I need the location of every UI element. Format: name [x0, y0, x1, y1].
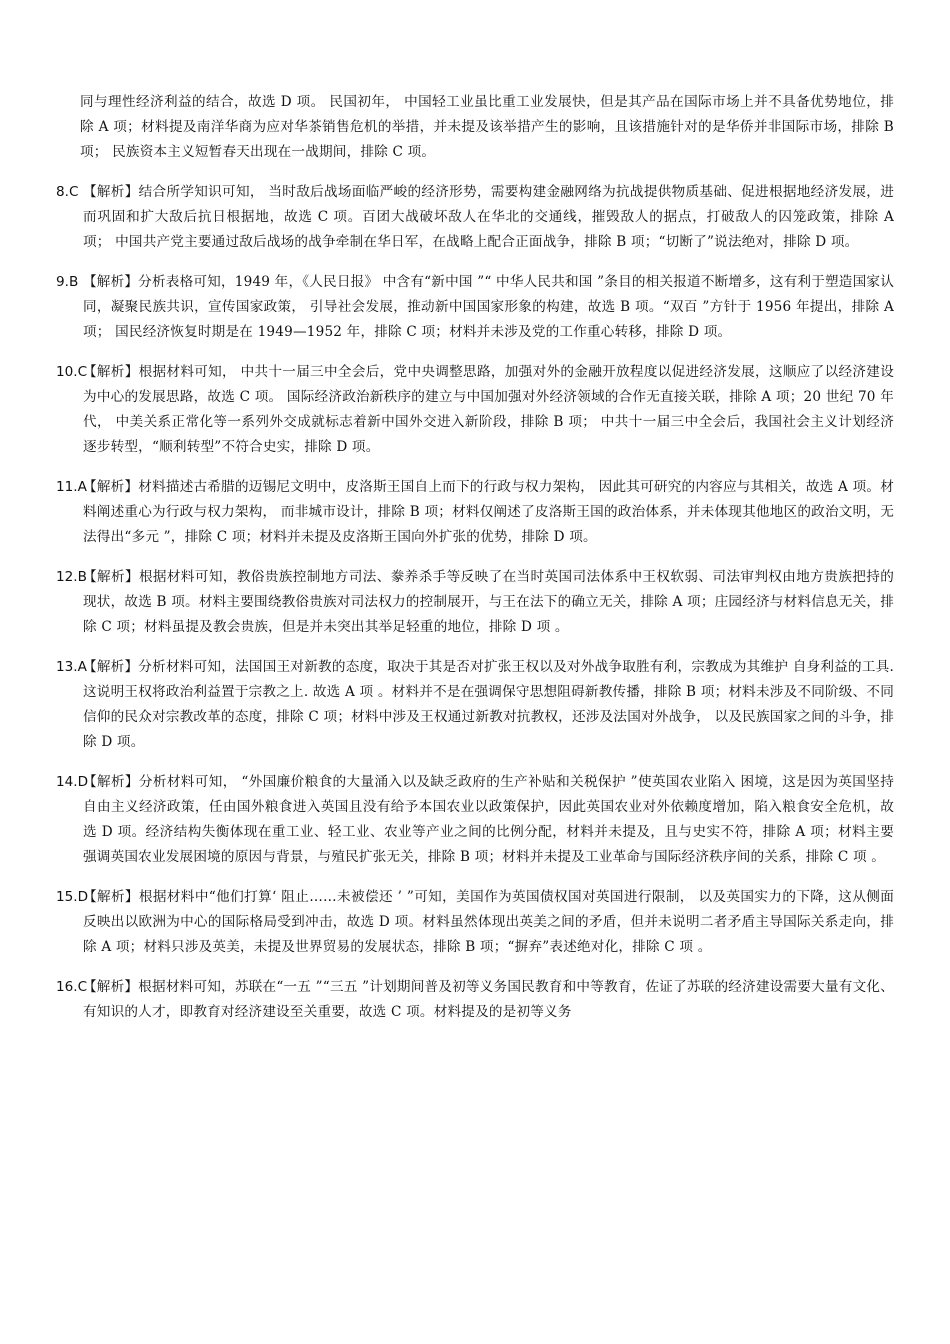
answer-explanation: 【解析】分析表格可知，1949 年，《人民日报》 中含有“新中国 ”“ 中华人民共和国 ”条目的相关报道不断增多，这有利于塑造国家认同，凝聚民族共识，宣传国家政策， 引导社会发展，推动新中国国家形象的构建，故选 B 项。“双百 ”方针于 1956 年提出，排除 A 项； 国民经济恢复时期是在 1949—1952 年，排除 C 项；材料并未涉及党的工作重心转移，排除 D 项。	[83, 274, 894, 340]
answer-explanation: 【解析】根据材料中“他们打算‘ 阻止……未被偿还 ’ ”可知，美国作为英国债权国对英国进行限制， 以及英国实力的下降，这从侧面反映出以欧洲为中心的国际格局受到冲击，故选 D 项。材料虽然体现出英美之间的矛盾，但并未说明二者矛盾主导国际关系走向，排除 A 项；材料只涉及英美，未提及世界贸易的发展状态，排除 B 项；“摒弃”表述绝对化，排除 C 项 。	[83, 889, 894, 955]
answer-number: 13.A	[56, 659, 87, 675]
answer-number: 9.B	[56, 274, 79, 290]
answer-explanation: 【解析】根据材料可知，苏联在“一五 ”“三五 ”计划期间普及初等义务国民教育和中等教育，佐证了苏联的经济建设需要大量有文化、有知识的人才，即教育对经济建设至关重要，故选 C 项。材料提及的是初等义务	[83, 979, 894, 1020]
answer-number: 12.B	[56, 569, 87, 585]
answer-explanation: 【解析】材料描述古希腊的迈锡尼文明中，皮洛斯王国自上而下的行政与权力架构， 因此其可研究的内容应与其相关，故选 A 项。材料阐述重心为行政与权力架构， 而非城市设计，排除 B 项；材料仅阐述了皮洛斯王国的政治体系，并未体现其他地区的政治文明，无法得出“多元 ”，排除 C 项；材料并未提及皮洛斯王国向外扩张的优势，排除 D 项。	[83, 479, 894, 545]
answer-number: 14.D	[56, 774, 89, 790]
answer-number: 11.A	[56, 479, 87, 495]
answer-number: 16.C	[56, 979, 88, 995]
answer-number: 15.D	[56, 889, 89, 905]
answer-item-14	[56, 770, 894, 870]
answer-item-8	[56, 180, 894, 255]
answer-explanation: 【解析】结合所学知识可知， 当时敌后战场面临严峻的经济形势，需要构建金融网络为抗战提供物质基础、促进根据地经济发展，进而巩固和扩大敌后抗日根据地，故选 C 项。百团大战破坏敌人在华北的交通线，摧毁敌人的据点，打破敌人的囚笼政策，排除 A 项； 中国共产党主要通过敌后战场的战争牵制在华日军，在战略上配合正面战争，排除 B 项；“切断了”说法绝对，排除 D 项。	[83, 184, 894, 250]
answer-item-9	[56, 270, 894, 345]
answer-item-13	[56, 655, 894, 755]
answer-item-15	[56, 885, 894, 960]
answer-item-10	[56, 360, 894, 460]
answer-explanation: 【解析】分析材料可知， “外国廉价粮食的大量涌入以及缺乏政府的生产补贴和关税保护 ”使英国农业陷入 困境，这是因为英国坚持自由主义经济政策，任由国外粮食进入英国且没有给予本国农业以政策保护，因此英国农业对外依赖度增加，陷入粮食安全危机，故选 D 项。经济结构失衡体现在重工业、轻工业、农业等产业之间的比例分配，材料并未提及，且与史实不符，排除 A 项；材料主要强调英国农业发展困境的原因与背景，与殖民扩张无关，排除 B 项；材料并未提及工业革命与国际经济秩序间的关系，排除 C 项 。	[83, 774, 894, 865]
answer-item-11	[56, 475, 894, 550]
answer-number: 10.C	[56, 364, 88, 380]
answer-explanation: 【解析】分析材料可知，法国国王对新教的态度，取决于其是否对扩张王权以及对外战争取胜有利，宗教成为其维护 自身利益的工具. 这说明王权将政治利益置于宗教之上. 故选 A 项 。材料并不是在强调保守思想阻碍新教传播，排除 B 项；材料未涉及不同阶级、不同信仰的民众对宗教改革的态度，排除 C 项；材料中涉及王权通过新教对抗教权，还涉及法国对外战争， 以及民族国家之间的斗争，排除 D 项。	[83, 659, 894, 750]
answer-explanation: 【解析】根据材料可知， 中共十一届三中全会后，党中央调整思路，加强对外的金融开放程度以促进经济发展，这顺应了以经济建设为中心的发展思路，故选 C 项。 国际经济政治新秩序的建立与中国加强对外经济领域的合作无直接关联，排除 A 项；20 世纪 70 年代， 中美关系正常化等一系列外交成就标志着新中国外交进入新阶段，排除 B 项； 中共十一届三中全会后，我国社会主义计划经济逐步转型，“顺利转型”不符合史实，排除 D 项。	[83, 364, 894, 455]
answer-explanation: 【解析】根据材料可知，教俗贵族控制地方司法、豢养杀手等反映了在当时英国司法体系中王权软弱、司法审判权由地方贵族把持的现状，故选 B 项。材料主要围绕教俗贵族对司法权力的控制展开，与王在法下的确立无关，排除 A 项；庄园经济与材料信息无关，排除 C 项；材料虽提及教会贵族，但是并未突出其举足轻重的地位，排除 D 项 。	[83, 569, 894, 635]
answer-item-12	[56, 565, 894, 640]
intro-paragraph: 同与理性经济利益的结合，故选 D 项。 民国初年， 中国轻工业虽比重工业发展快，但是其产品在国际市场上并不具备优势地位，排除 A 项；材料提及南洋华商为应对华茶销售危机的举措，并未提及该举措产生的影响，且该措施针对的是华侨并非国际市场，排除 B 项； 民族资本主义短暂春天出现在一战期间，排除 C 项。	[80, 94, 894, 160]
answer-item-16	[56, 975, 894, 1025]
answer-number: 8.C	[56, 184, 79, 200]
